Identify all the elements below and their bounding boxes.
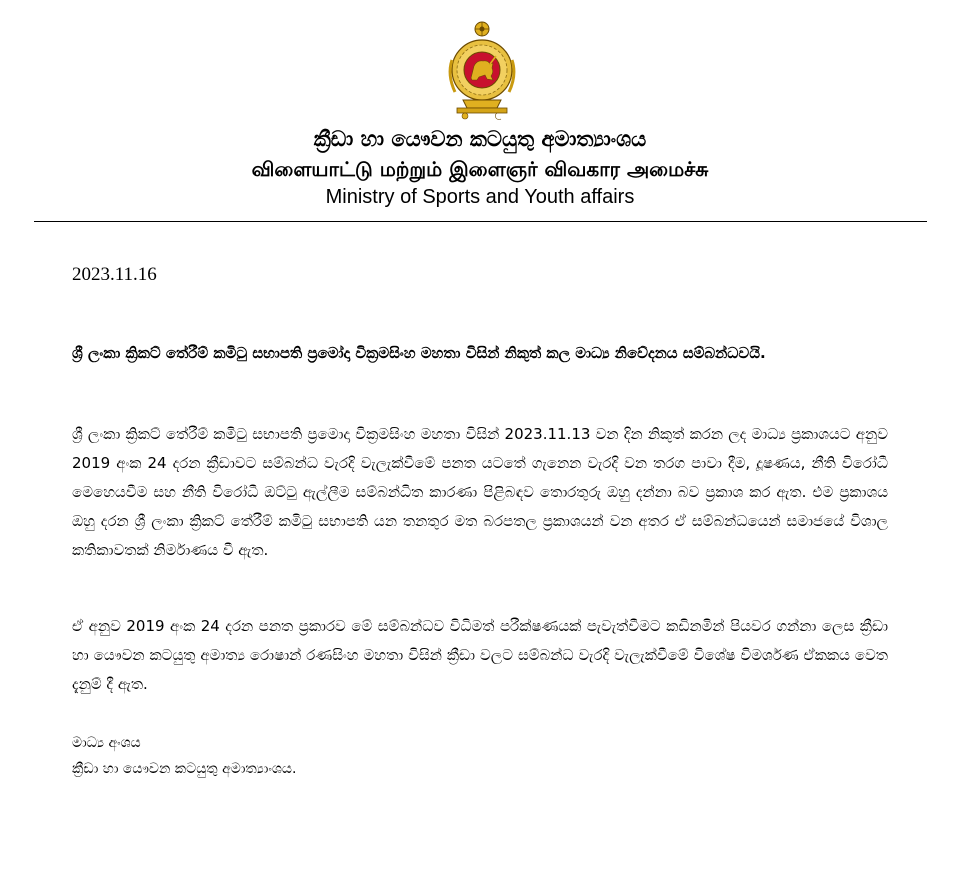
document-subject: ශ්‍රී ලංකා ක්‍රිකට් තේරීම් කමිටු සභාපති ප්‍රමෝදා වික්‍රමසිංහ මහතා විසින් නිකුත් කල මාධ්‍ය නිවේදනය සම්බන්ධවයි. [72, 344, 766, 362]
signature-ministry: ක්‍රීඩා හා යෞවන කටයුතු අමාත්‍යාංශය. [72, 761, 297, 777]
body-paragraph-1: ශ්‍රී ලංකා ක්‍රිකට් තේරීම් කමිටු සභාපති ප්‍රමොදා වික්‍රමසිංහ මහතා විසින් 2023.11.13 වන දින නිකුත් කරන ලද මාධ්‍ය ප්‍රකාශයට අනුව 2019 අංක 24 දරන ක්‍රීඩාවට සම්බන්ධ වැරදි වැලැක්වීමේ පනත යටතේ ගැනෙන වැරදි වන තරග පාවා දීම, දූෂණය, නීති විරෝධී මෙහෙයවීම සහ නීති විරෝධී ඔට්ටු ඇල්ලීම සම්බන්ධිත කාරණා පිළිබඳව තොරතුරු ඔහු දන්නා බව ප්‍රකාශ කර ඇත. එම ප්‍රකාශය ඔහු දරන ශ්‍රී ලංකා ක්‍රිකට් තේරීම් කමිටු සභාපති යන තනතුර මත බරපතල ප්‍රකාශයන් වන අතර ඒ සම්බන්ධයෙන් සමාජයේ විශාල කතිකාවතක් නිර්මාණය වී ඇත. [72, 425, 888, 559]
body-paragraph-2: ඒ අනුව 2019 අංක 24 දරන පනත ප්‍රකාරව මේ සම්බන්ධව විධිමත් පරීක්ෂණයක් පැවැත්වීමට කඩිනමින් පියවර ගන්නා ලෙස ක්‍රීඩා හා යෞවන කටයුතු අමාත්‍ය රොෂාන් රණසිංහ මහතා විසින් ක්‍රීඩා වලට සම්බන්ධ වැරදි වැලැක්වීමේ විශේෂ විමර්ශණ ඒකකය වෙත දැනුම් දී ඇත. [72, 617, 888, 693]
sri-lanka-national-emblem-icon [441, 20, 523, 120]
ministry-name-sinhala: ක්‍රීඩා හා යෞවන කටයුතු අමාත්‍යාංශය [313, 127, 647, 151]
header-divider [34, 221, 927, 222]
ministry-name-english: Ministry of Sports and Youth affairs [325, 186, 635, 208]
ministry-name-tamil: விளையாட்டு மற்றும் இளைஞர் விவகார அமைச்சு [251, 157, 709, 181]
signature-block [72, 730, 296, 782]
document-date: 2023.11.16 [72, 264, 157, 285]
signature-department: මාධ්‍ය අංශය [72, 735, 141, 751]
